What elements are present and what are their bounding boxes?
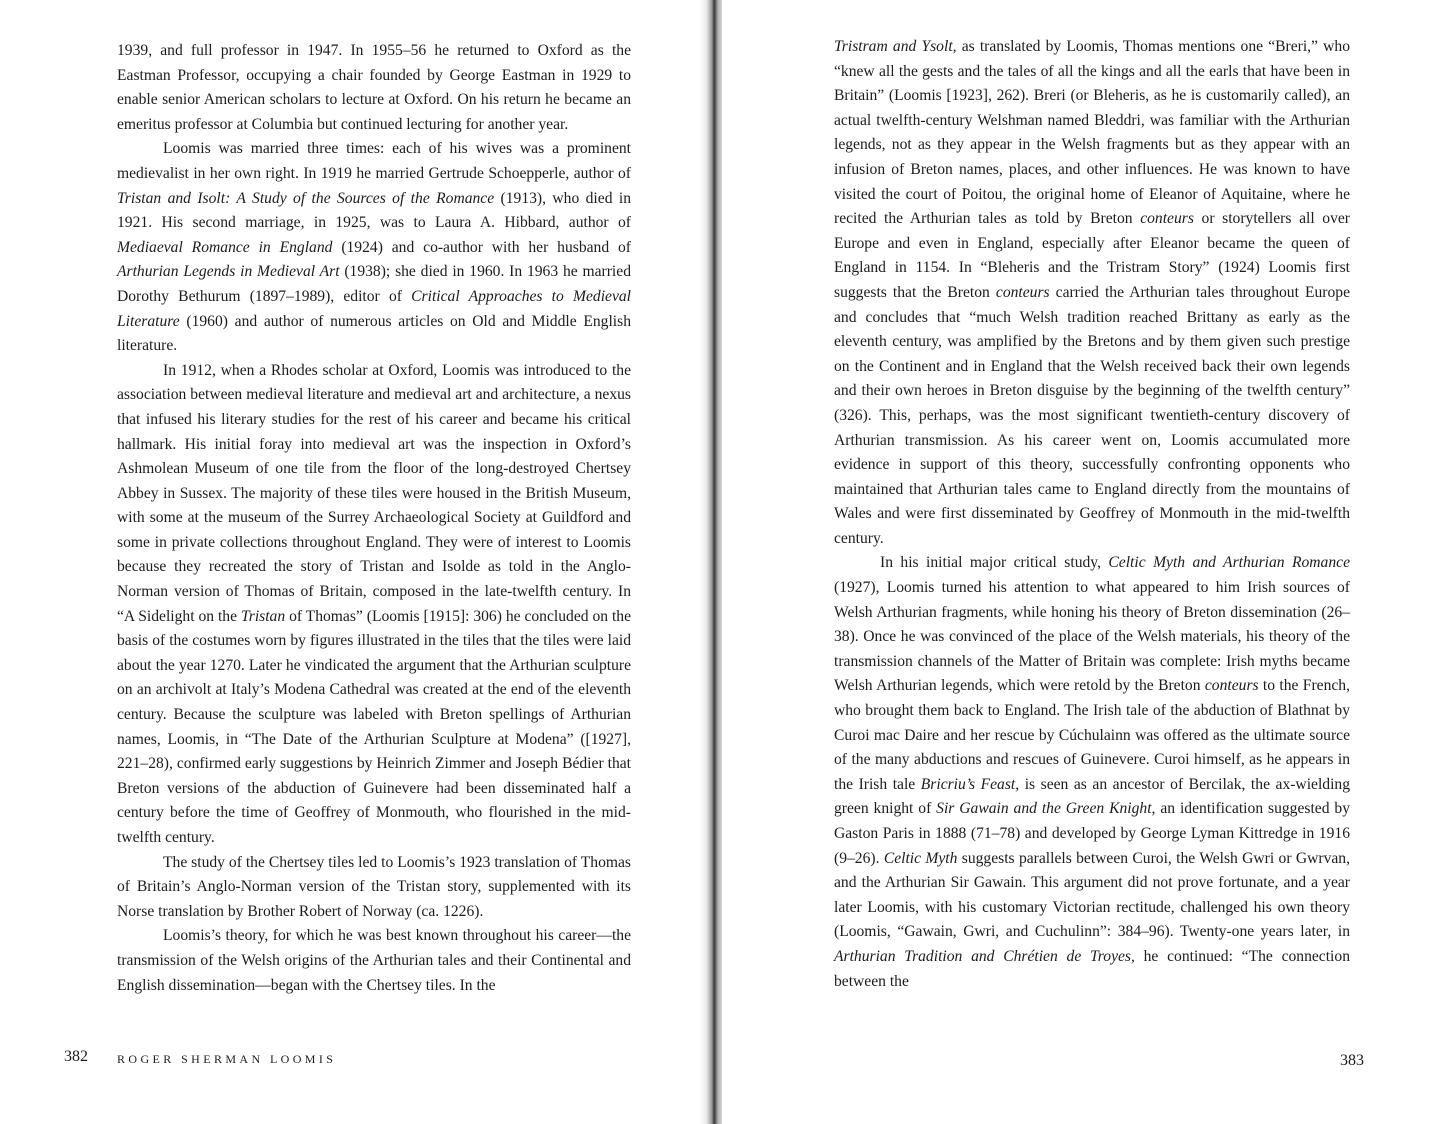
- paragraph: [117, 359, 631, 851]
- text-run: as translated by Loomis, Thomas mentions one “Breri,” who “knew all the gests and the tales of all the kings and all the earls that have been in Britain” (Loomis [1923], 262). Breri (or Bleheris, as he is customarily called), an actual twelfth-century Welshman named Bleddri, was familiar with the Arthurian legends, not as they appear in the Welsh fragments but as they appear with an infusion of Breton names, places, and other influences. He was known to have visited the court of Poitou, the original home of Eleanor of Aquitaine, where he recited the Arthurian tales as told by Breton: [834, 38, 1350, 228]
- italic-title: conteurs: [995, 283, 1050, 301]
- italic-title: conteurs: [1140, 210, 1194, 228]
- italic-title: conteurs: [1204, 677, 1259, 695]
- paragraph: [117, 851, 631, 925]
- text-run: he continued: “The connection between the: [834, 947, 1350, 990]
- italic-title: Critical Approaches to Medieval Literature: [117, 287, 632, 330]
- page-number-right: 383: [1340, 1052, 1364, 1069]
- paragraph: [117, 39, 631, 137]
- text-run: an identification suggested by Gaston Paris in 1888 (71–78) and developed by George Lyman Kittredge in 1916 (9–26).: [834, 800, 1351, 867]
- italic-title: Bricriu’s Feast,: [920, 775, 1020, 793]
- running-head: ROGER SHERMAN LOOMIS: [117, 1052, 337, 1066]
- text-run: to the French, who brought them back to England. The Irish tale of the abduction of Blathnat by Curoi mac Daire and her rescue by Cúchulainn was offered as the ultimate source of the many abductions and rescues of Guinevere. Curoi himself, as he appears in the Irish tale: [834, 677, 1350, 793]
- page-number-left: 382: [64, 1048, 88, 1065]
- paragraph: [834, 551, 1350, 994]
- text-run: Loomis’s theory, for which he was best known throughout his career—the transmission of the Welsh origins of the Arthurian tales and their Continental and English dissemination—began with the Chertsey tiles. In the: [117, 927, 631, 994]
- text-run: of Thomas” (Loomis [1915]: 306) he concluded on the basis of the costumes worn by figures illustrated in the tiles that the tiles were laid about the year 1270. Later he vindicated the argument that the Arthurian sculpture on an archivolt at Italy’s Modena Cathedral was created at the end of the eleventh century. Because the sculpture was labeled with Breton spellings of Arthurian names, Loomis, in “The Date of the Arthurian Sculpture at Modena” ([1927], 221–28), confirmed early suggestions by Heinrich Zimmer and Joseph Bédier that Breton versions of the abduction of Guinevere had been disseminated half a century before the time of Geoffrey of Monmouth, who flourished in the mid-twelfth century.: [117, 607, 632, 846]
- paragraph: [834, 35, 1350, 551]
- text-run: is seen as an ancestor of Bercilak, the ax-wielding green knight of: [834, 775, 1351, 818]
- text-run: carried the Arthurian tales throughout Europe and concludes that “much Welsh tradition reached Brittany as early as the eleventh century, was amplified by the Bretons and by them given such prestige on the Continent and in England that the Welsh received back their own legends and their own heroes in Breton disguise by the beginning of the twelfth century” (326). This, perhaps, was the most significant twentieth-century discovery of Arthurian transmission. As his career went on, Loomis accumulated more evidence in support of this theory, successfully confronting opponents who maintained that Arthurian tales came to England directly from the mountains of Wales and were first disseminated by Geoffrey of Monmouth in the mid-twelfth century.: [834, 283, 1350, 547]
- text-run: suggests parallels between Curoi, the Welsh Gwri or Gwrvan, and the Arthurian Sir Gawain. This argument did not prove fortunate, and a year later Loomis, with his customary Victorian rectitude, challenged his own theory (Loomis, “Gawain, Gwri, and Cuchulinn”: 384–96). Twenty-one years later, in: [834, 849, 1350, 941]
- italic-title: Sir Gawain and the Green Knight,: [936, 800, 1156, 818]
- left-page: [0, 0, 706, 1124]
- italic-title: Tristram and Ysolt,: [834, 38, 957, 55]
- text-run: or storytellers all over Europe and even in England, especially after Eleanor became the queen of England in 1154. In “Bleheris and the Tristram Story” (1924) Loomis first suggests that the Breton: [834, 210, 1351, 301]
- italic-title: Tristan and Isolt: A Study of the Sources of the Romance: [117, 189, 495, 207]
- paragraph: [117, 924, 631, 998]
- text-run: 1939, and full professor in 1947. In 1955–56 he returned to Oxford as the Eastman Professor, occupying a chair founded by George Eastman in 1929 to enable senior American scholars to lecture at Oxford. On his return he became an emeritus professor at Columbia but continued lecturing for another year.: [117, 42, 631, 133]
- italic-title: Mediaeval Romance in England: [117, 238, 333, 256]
- text-run: In his initial major critical study,: [880, 554, 1109, 572]
- text-run: Loomis was married three times: each of his wives was a prominent medievalist in her own right. In 1919 he married Gertrude Schoepperle, author of: [117, 140, 631, 182]
- text-run: The study of the Chertsey tiles led to Loomis’s 1923 translation of Thomas of Britain’s Anglo-Norman version of the Tristan story, supplemented with its Norse translation by Brother Robert of Norway (ca. 1226).: [117, 853, 631, 920]
- text-run: (1924) and co-author with her husband of: [332, 238, 631, 256]
- italic-title: Arthurian Tradition and Chrétien de Troyes,: [834, 947, 1135, 965]
- text-run: (1927), Loomis turned his attention to what appeared to him Irish sources of Welsh Arthurian fragments, while honing his theory of Breton dissemination (26–38). Once he was convinced of the place of the Welsh materials, his theory of the transmission channels of the Matter of Britain was complete: Irish myths became Welsh Arthurian legends, which were retold by the Breton: [834, 579, 1350, 695]
- text-run: (1960) and author of numerous articles on Old and Middle English literature.: [117, 312, 631, 355]
- italic-title: Celtic Myth and Arthurian Romance: [1108, 554, 1350, 572]
- right-page-body: [834, 35, 1350, 994]
- italic-title: Tristan: [240, 607, 286, 625]
- right-page: [722, 0, 1445, 1124]
- left-page-body: [117, 39, 631, 998]
- text-run: (1938); she died in 1960. In 1963 he married Dorothy Bethurum (1897–1989), editor of: [117, 263, 631, 305]
- italic-title: Celtic Myth: [883, 849, 958, 867]
- text-run: (1913), who died in 1921. His second marriage, in 1925, was to Laura A. Hibbard, author of: [117, 189, 631, 232]
- text-run: In 1912, when a Rhodes scholar at Oxford, Loomis was introduced to the association between medieval literature and medieval art and architecture, a nexus that infused his literary studies for the rest of his career and became his critical hallmark. His initial foray into medieval art was the inspection in Oxford’s Ashmolean Museum of one tile from the floor of the long-destroyed Chertsey Abbey in Sussex. The majority of these tiles were housed in the British Museum, with some at the museum of the Surrey Archaeological Society at Guildford and some in private collections throughout England. They were of interest to Loomis because they recreated the story of Tristan and Isolde as told in the Anglo-Norman version of Thomas of Britain, composed in the late-twelfth century. In “A Sidelight on the: [117, 361, 631, 625]
- paragraph: [117, 137, 631, 358]
- italic-title: Arthurian Legends in Medieval Art: [117, 263, 340, 281]
